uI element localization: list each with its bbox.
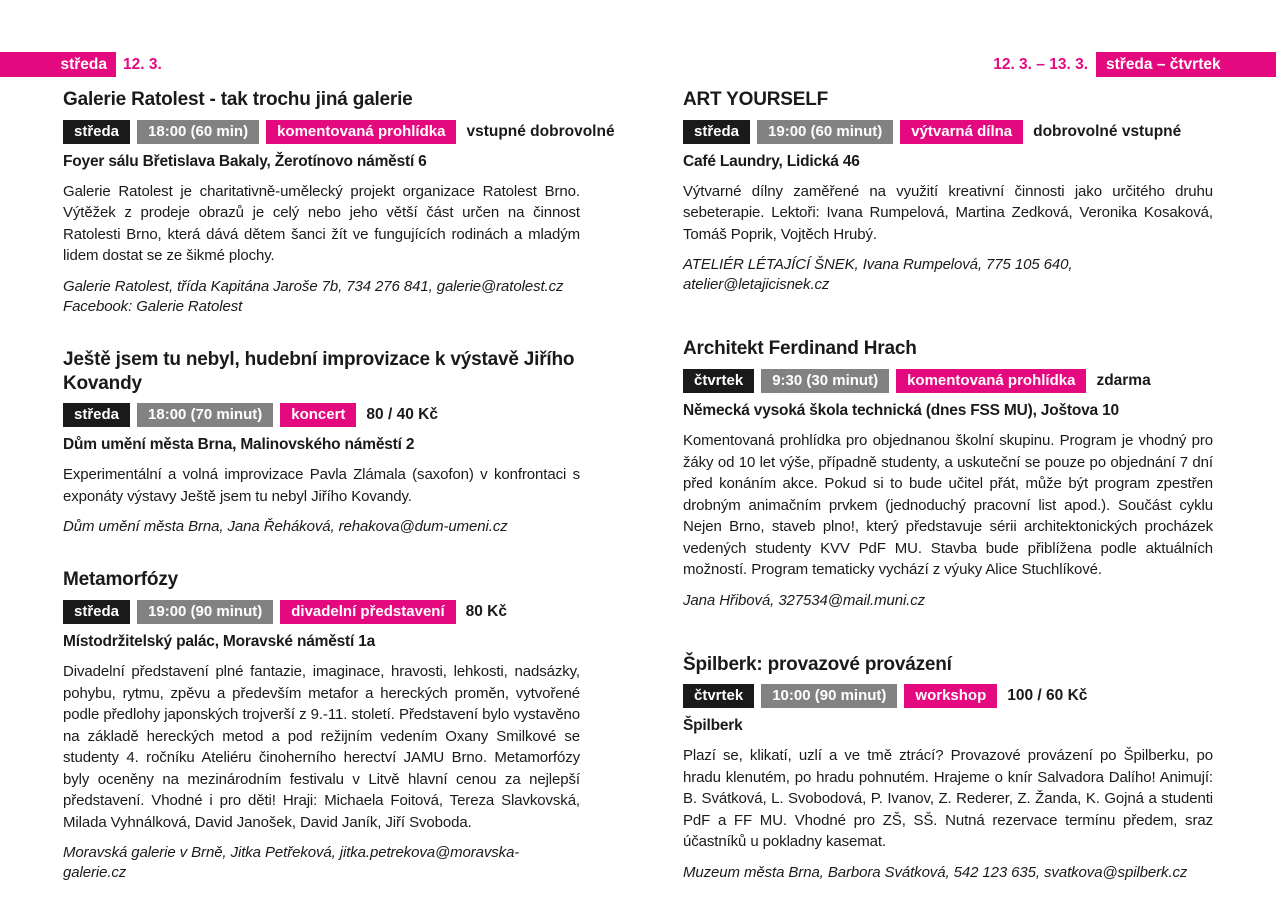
event-description: Galerie Ratolest je charitativně-umělecký projekt organizace Ratolest Brno. Výtěžek z prodeje obrazů je celý nebo jeho větší část určen na činnost Ratolesti Brno, která dává dětem šanci žít ve fungujících rodinách a mladým lidem dostat se ze šikmé plochy. bbox=[63, 182, 580, 265]
header-date-left: 12. 3. bbox=[123, 55, 162, 73]
venue: Dům umění města Brna, Malinovského náměstí 2 bbox=[63, 436, 415, 454]
event-description: Divadelní představení plné fantazie, imaginace, hravosti, lehkosti, nadsázky, pohybu, rytmu, zpěvu a především metafor a hereckých proměn, vytvořené podle předlohy japonských trojverší z 9.-11. století. Představení bylo vystavěno na základě hereckých metod a pod režijním vedením Oxany Smilkové se studenty 4. ročníku Ateliéru činoherního herectví JAMU Brno. Metamorfózy byly oceněny na mezinárodním festivalu v Litvě hlavní cenou za nejlepší představení. Vhodné i pro děti! Hraji: Michaela Foitová, Tereza Slavkovská, Milada Vyhnálková, David Janošek, David Janík, Jiří Svoboda. bbox=[63, 663, 580, 831]
contact-block bbox=[683, 255, 1213, 295]
venue: Café Laundry, Lidická 46 bbox=[683, 152, 860, 170]
category-chip: koncert bbox=[280, 403, 356, 427]
day-chip: středa bbox=[683, 120, 750, 144]
day-chip: středa bbox=[63, 403, 130, 427]
contact-block bbox=[63, 517, 580, 537]
category-chip: divadelní představení bbox=[280, 600, 455, 624]
header-day-bar-right bbox=[1096, 52, 1276, 77]
header-day-left: středa bbox=[60, 55, 107, 73]
category-chip: komentovaná prohlídka bbox=[896, 369, 1086, 393]
event-galerie-ratolest bbox=[63, 88, 615, 317]
time-chip: 18:00 (60 min) bbox=[137, 120, 259, 144]
contact-line: Muzeum města Brna, Barbora Svátková, 542 123 635, svatkova@spilberk.cz bbox=[683, 863, 1188, 881]
time-chip: 10:00 (90 minut) bbox=[761, 684, 897, 708]
tag-row bbox=[63, 120, 615, 144]
price-label: 80 / 40 Kč bbox=[366, 406, 438, 424]
time-chip: 9:30 (30 minut) bbox=[761, 369, 889, 393]
event-title: Metamorfózy bbox=[63, 569, 178, 591]
day-chip: čtvrtek bbox=[683, 684, 754, 708]
contact-line: Dům umění města Brna, Jana Řeháková, rehakova@dum-umeni.cz bbox=[63, 518, 508, 536]
day-chip: středa bbox=[63, 120, 130, 144]
event-jeste-jsem-tu-nebyl bbox=[63, 348, 580, 538]
tag-row bbox=[63, 403, 580, 427]
contact-line: Facebook: Galerie Ratolest bbox=[63, 297, 243, 315]
tag-row bbox=[683, 120, 1213, 144]
day-chip: středa bbox=[63, 600, 130, 624]
contact-block bbox=[683, 863, 1213, 883]
contact-line: Jana Hřibová, 327534@mail.muni.cz bbox=[683, 591, 926, 609]
price-label: zdarma bbox=[1096, 372, 1151, 389]
event-description: Plazí se, klikatí, uzlí a ve tmě ztrácí? Provazové provázení po Špilberku, po hradu klenutém, po hradu pohnutém. Hrajeme o knír Salvadora Dalího! Animují: B. Svátková, L. Svobodová, P. Ivanov, Z. Rederer, Z. Žanda, K. Gojná a studenti PdF a FF MU. Vhodné pro ZŠ, SŠ. Nutná rezervace termínu předem, sraz účastníků u pokladny kasemat. bbox=[683, 747, 1213, 851]
event-description: Experimentální a volná improvizace Pavla Zlámala (saxofon) v konfrontaci s exponáty výstavy Ještě jsem tu nebyl Jiřího Kovandy. bbox=[63, 466, 580, 505]
tag-row bbox=[683, 369, 1213, 393]
price-label: 100 / 60 Kč bbox=[1007, 687, 1088, 705]
event-title: Špilberk: provazové provázení bbox=[683, 653, 952, 675]
header-day-bar-left bbox=[0, 52, 116, 77]
right-column bbox=[683, 88, 1213, 909]
price-label: vstupné dobrovolné bbox=[466, 122, 615, 140]
event-metamorfozy bbox=[63, 568, 580, 883]
contact-block bbox=[683, 591, 1213, 611]
event-architekt-ferdinand-hrach bbox=[683, 337, 1213, 610]
contact-line: Moravská galerie v Brně, Jitka Petřeková, jitka.petrekova@moravska-galerie.cz bbox=[63, 844, 520, 881]
event-art-yourself bbox=[683, 88, 1213, 295]
category-chip: workshop bbox=[904, 684, 997, 708]
left-column bbox=[63, 88, 615, 909]
event-spilberk-provazove-provazeni bbox=[683, 653, 1213, 883]
contact-block bbox=[63, 843, 580, 883]
category-chip: výtvarná dílna bbox=[900, 120, 1023, 144]
tag-row bbox=[63, 600, 580, 624]
time-chip: 19:00 (60 minut) bbox=[757, 120, 893, 144]
event-description: Komentovaná prohlídka pro objednanou školní skupinu. Program je vhodný pro žáky od 10 let výše, případně studenty, a uskuteční se pouze po objednání 7 dní před konáním akce. Pokud si to bude učitel přát, může být program zpestřen drobným animačním prvkem (jednoduchý pracovní list apod.). Součást cyklu Nejen Brno, staveb plno!, který představuje sérii architektonických procházek vedených studenty KVV PdF MU. Stavba bude přiblížena podle aktuálních možností. Program tematicky vychází z výuky Alice Stuchlíkové. bbox=[683, 432, 1213, 578]
contact-line: ATELIÉR LÉTAJÍCÍ ŠNEK, Ivana Rumpelová, 775 105 640, atelier@letajicisnek.cz bbox=[683, 256, 1073, 294]
event-title: ART YOURSELF bbox=[683, 89, 829, 110]
category-chip: komentovaná prohlídka bbox=[266, 120, 456, 144]
day-chip: čtvrtek bbox=[683, 369, 754, 393]
event-title: Ještě jsem tu nebyl, hudební improvizace k výstavě Jiřího Kovandy bbox=[63, 348, 575, 394]
event-title: Galerie Ratolest - tak trochu jiná galerie bbox=[63, 89, 413, 110]
venue: Špilberk bbox=[683, 717, 743, 735]
contact-block bbox=[63, 277, 580, 317]
venue: Foyer sálu Břetislava Bakaly, Žerotínovo náměstí 6 bbox=[63, 152, 427, 170]
event-title: Architekt Ferdinand Hrach bbox=[683, 338, 917, 360]
venue: Německá vysoká škola technická (dnes FSS MU), Joštova 10 bbox=[683, 402, 1119, 419]
tag-row bbox=[683, 684, 1213, 708]
contact-line: Galerie Ratolest, třída Kapitána Jaroše 7b, 734 276 841, galerie@ratolest.cz bbox=[63, 277, 564, 295]
price-label: dobrovolné vstupné bbox=[1033, 122, 1182, 140]
header-date-right: 12. 3. – 13. 3. bbox=[993, 55, 1088, 73]
event-description: Výtvarné dílny zaměřené na využití kreativní činnosti jako určitého druhu sebeterapie. Lektoři: Ivana Rumpelová, Martina Zedková, Veronika Kosaková, Tomáš Poprik, Vojtěch Hrubý. bbox=[683, 182, 1213, 243]
time-chip: 18:00 (70 minut) bbox=[137, 403, 273, 427]
header-days-right: středa – čtvrtek bbox=[1106, 55, 1221, 73]
content-columns bbox=[63, 88, 1213, 909]
price-label: 80 Kč bbox=[465, 603, 507, 620]
time-chip: 19:00 (90 minut) bbox=[137, 600, 273, 624]
venue: Místodržitelský palác, Moravské náměstí 1a bbox=[63, 633, 376, 650]
